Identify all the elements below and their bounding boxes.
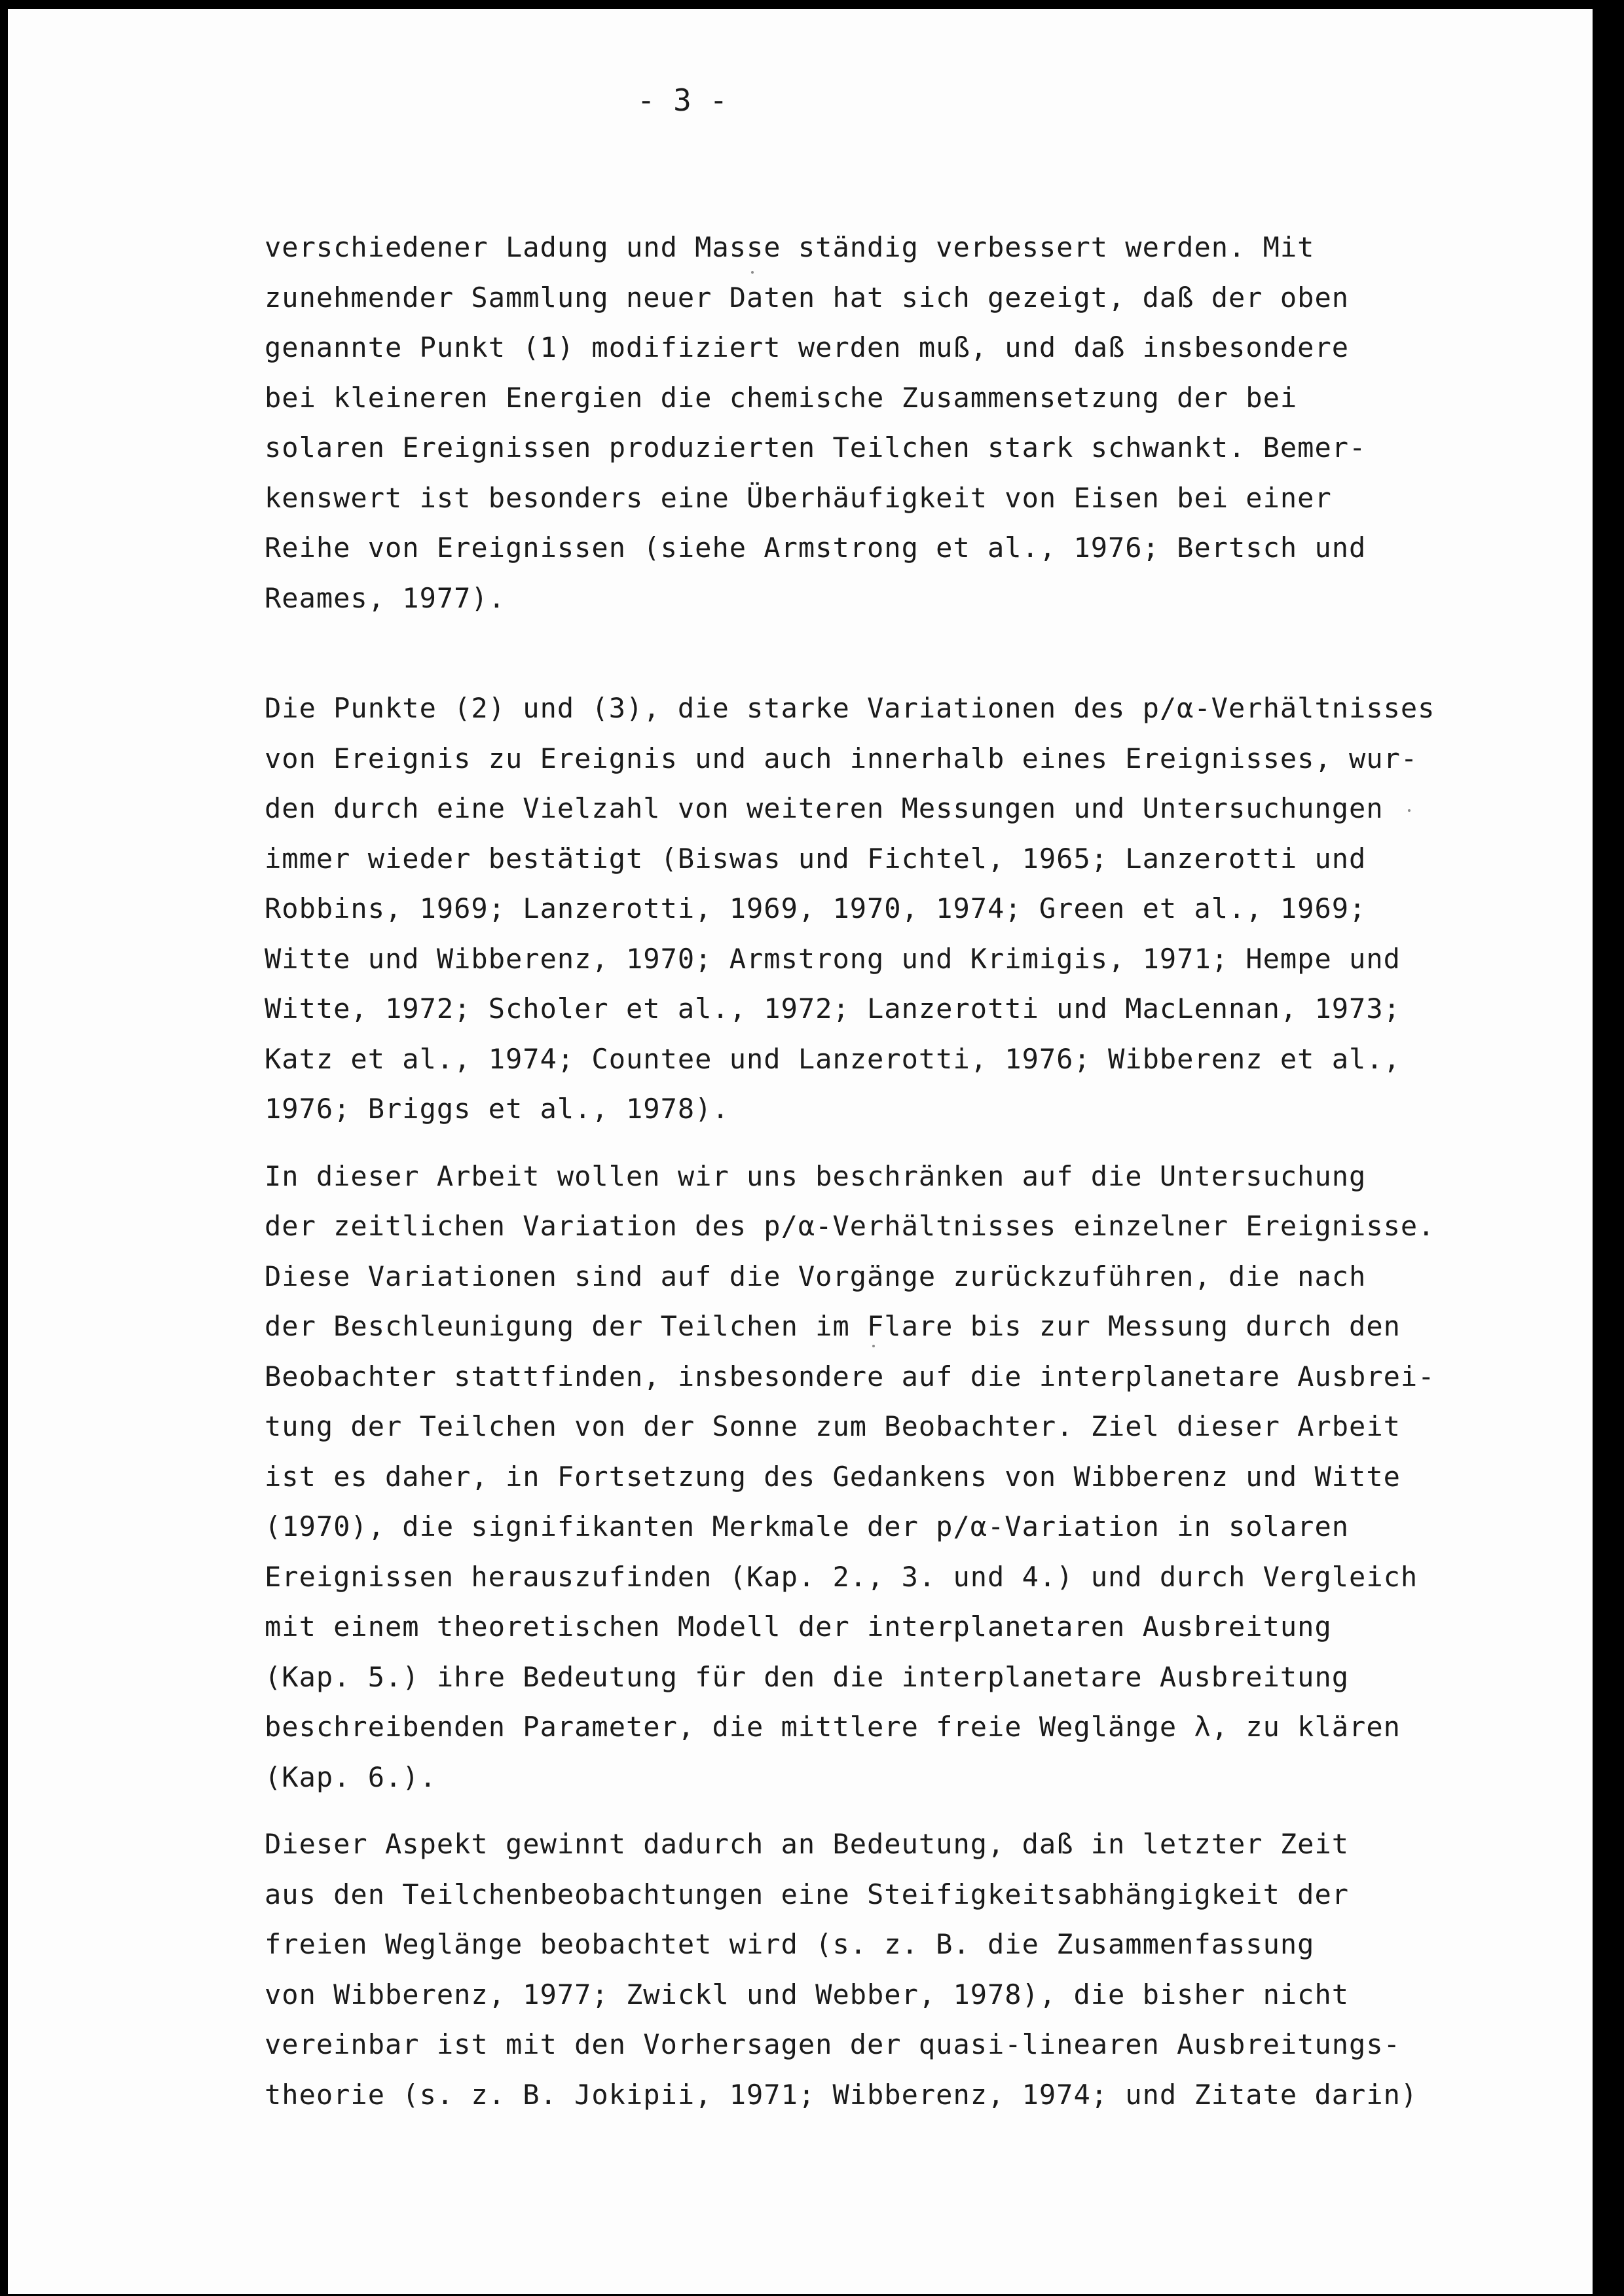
text-line: kenswert ist besonders eine Überhäufigkeit von Eisen bei einer [265,481,1332,514]
text-line: Robbins, 1969; Lanzerotti, 1969, 1970, 1974; Green et al., 1969; [265,892,1367,924]
scan-speck [1408,809,1411,812]
text-line: vereinbar ist mit den Vorhersagen der quasi-linearen Ausbreitungs- [265,2028,1401,2060]
text-line: Ereignissen herauszufinden (Kap. 2., 3. und 4.) und durch Vergleich [265,1560,1418,1593]
text-line: bei kleineren Energien die chemische Zusammensetzung der bei [265,381,1298,414]
text-line: ist es daher, in Fortsetzung des Gedankens von Wibberenz und Witte [265,1460,1401,1493]
text-line: der Beschleunigung der Teilchen im Flare bis zur Messung durch den [265,1310,1401,1342]
text-line: freien Weglänge beobachtet wird (s. z. B. die Zusammenfassung [265,1928,1315,1960]
text-line: Dieser Aspekt gewinnt dadurch an Bedeutung, daß in letzter Zeit [265,1828,1350,1860]
paragraph-4 [265,1819,1417,2120]
text-line: verschiedener Ladung und Masse ständig verbessert werden. Mit [265,231,1315,263]
text-line: Die Punkte (2) und (3), die starke Variationen des p/α-Verhältnisses [265,692,1435,724]
scan-speck [751,271,754,274]
paragraph-3 [265,1152,1435,1803]
page-number: - 3 - [637,82,728,118]
paragraph-gap [265,1802,1417,1819]
body-text [265,223,1435,2120]
text-line: tung der Teilchen von der Sonne zum Beobachter. Ziel dieser Arbeit [265,1410,1401,1442]
paragraph-gap [265,1135,1417,1152]
text-line: Katz et al., 1974; Countee und Lanzerotti, 1976; Wibberenz et al., [265,1042,1401,1075]
text-line: Reihe von Ereignissen (siehe Armstrong et al., 1976; Bertsch und [265,532,1367,564]
text-line: von Wibberenz, 1977; Zwickl und Webber, 1978), die bisher nicht [265,1978,1350,2011]
text-line: Witte, 1972; Scholer et al., 1972; Lanzerotti und MacLennan, 1973; [265,993,1401,1025]
paragraph-gap [265,623,1417,683]
text-line: genannte Punkt (1) modifiziert werden muß, und daß insbesondere [265,331,1350,363]
text-line: immer wieder bestätigt (Biswas und Fichtel, 1965; Lanzerotti und [265,842,1367,875]
text-line: von Ereignis zu Ereignis und auch innerhalb eines Ereignisses, wur- [265,742,1418,774]
paragraph-1 [265,223,1417,623]
text-line: aus den Teilchenbeobachtungen eine Steifigkeitsabhängigkeit der [265,1878,1350,1910]
document-page [8,9,1593,2294]
text-line: zunehmender Sammlung neuer Daten hat sich gezeigt, daß der oben [265,281,1350,314]
text-line: solaren Ereignissen produzierten Teilchen stark schwankt. Bemer- [265,431,1367,464]
paragraph-2 [265,683,1435,1135]
text-line: theorie (s. z. B. Jokipii, 1971; Wibberenz, 1974; und Zitate darin) [265,2078,1418,2111]
text-line: den durch eine Vielzahl von weiteren Messungen und Untersuchungen [265,792,1384,824]
text-line: Diese Variationen sind auf die Vorgänge zurückzuführen, die nach [265,1260,1367,1292]
text-line: (Kap. 6.). [265,1760,437,1793]
text-line: beschreibenden Parameter, die mittlere freie Weglänge λ, zu klären [265,1711,1401,1743]
scan-speck [872,1345,875,1347]
text-line: mit einem theoretischen Modell der interplanetaren Ausbreitung [265,1611,1332,1643]
text-line: Witte und Wibberenz, 1970; Armstrong und Krimigis, 1971; Hempe und [265,942,1401,975]
text-line: der zeitlichen Variation des p/α-Verhältnisses einzelner Ereignisse. [265,1210,1435,1242]
text-line: (Kap. 5.) ihre Bedeutung für den die interplanetare Ausbreitung [265,1660,1350,1693]
text-line: Reames, 1977). [265,581,506,614]
text-line: In dieser Arbeit wollen wir uns beschränken auf die Untersuchung [265,1159,1367,1192]
text-line: 1976; Briggs et al., 1978). [265,1093,729,1125]
text-line: Beobachter stattfinden, insbesondere auf die interplanetare Ausbrei- [265,1360,1435,1393]
text-line: (1970), die signifikanten Merkmale der p/α-Variation in solaren [265,1510,1350,1542]
